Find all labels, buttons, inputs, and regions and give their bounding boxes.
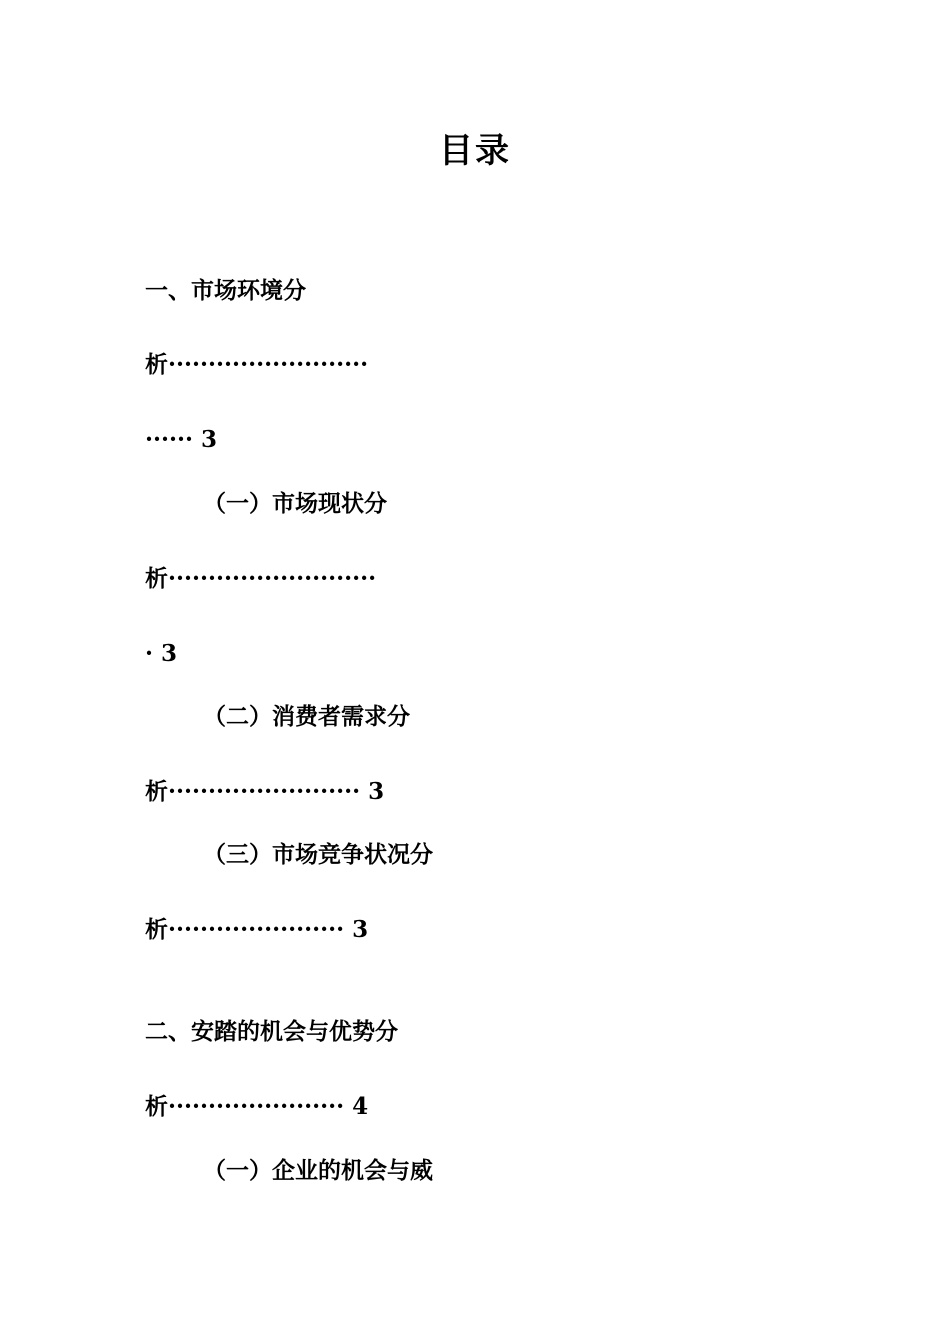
toc-entry-2-1-heading[interactable]: （一）企业的机会与威 xyxy=(203,1157,433,1184)
toc-entry-1-1-leader[interactable]: 析·························· xyxy=(145,565,377,592)
toc-entry-2-heading[interactable]: 二、安踏的机会与优势分 xyxy=(145,1018,398,1045)
toc-entry-1-2-leader[interactable]: 析························ 3 xyxy=(145,778,385,805)
toc-entry-1-leader[interactable]: 析························· xyxy=(145,351,369,378)
toc-entry-1-1-page[interactable]: · 3 xyxy=(145,640,178,667)
toc-entry-1-heading[interactable]: 一、市场环境分 xyxy=(145,277,306,304)
toc-entry-2-leader[interactable]: 析······················ 4 xyxy=(145,1093,369,1120)
page-title: 目录 xyxy=(439,131,511,171)
toc-entry-1-3-heading[interactable]: （三）市场竞争状况分 xyxy=(203,841,433,868)
toc-entry-1-page[interactable]: ······ 3 xyxy=(145,426,218,453)
toc-entry-1-3-leader[interactable]: 析······················ 3 xyxy=(145,916,369,943)
toc-entry-1-2-heading[interactable]: （二）消费者需求分 xyxy=(203,703,410,730)
toc-entry-1-1-heading[interactable]: （一）市场现状分 xyxy=(203,490,387,517)
